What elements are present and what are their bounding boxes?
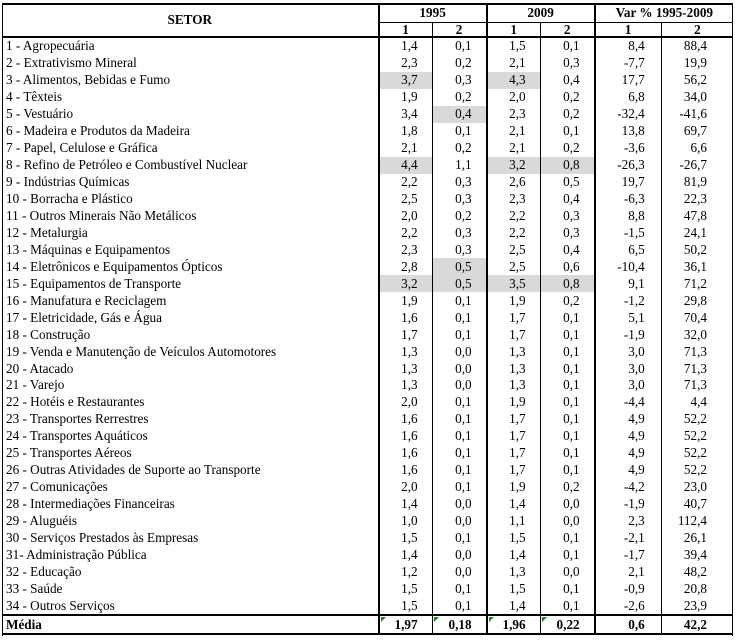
- table-row: [2, 343, 733, 360]
- table-row: [2, 224, 733, 241]
- cell-value: -26,3: [595, 157, 662, 174]
- cell-value: 6,6: [661, 140, 733, 157]
- cell-value: 0,2: [540, 89, 595, 106]
- cell-value: 0,1: [540, 445, 595, 462]
- sector-name: 1 - Agropecuária: [6, 38, 95, 54]
- cell-value: 0,1: [432, 326, 487, 343]
- cell-value: 1,3: [487, 564, 541, 581]
- cell-value: 0,3: [432, 241, 487, 258]
- table-row: [2, 360, 733, 377]
- cell-value: 0,1: [540, 309, 595, 326]
- cell-value: 9,1: [595, 275, 662, 292]
- cell-value: 3,2: [379, 275, 433, 292]
- cell-value: 39,4: [661, 547, 733, 564]
- cell-value: 2,8: [379, 258, 433, 275]
- sector-name: 6 - Madeira e Produtos da Madeira: [6, 123, 190, 139]
- cell-value: 0,3: [432, 224, 487, 241]
- cell-value: 2,0: [379, 394, 433, 411]
- cell-value: 0,8: [540, 275, 595, 292]
- cell-value: 2,1: [487, 55, 541, 72]
- cell-value: 17,7: [595, 72, 662, 89]
- cell-value: 0,2: [540, 140, 595, 157]
- sector-name: 18 - Construção: [6, 326, 91, 342]
- cell-value: 1,7: [487, 411, 541, 428]
- cell-value: 1,6: [379, 445, 433, 462]
- cell-value: 0,4: [540, 191, 595, 208]
- header-sub: 1: [595, 22, 662, 37]
- cell-value: 0,0: [432, 547, 487, 564]
- cell-value: 0,1: [432, 394, 487, 411]
- footer-value: 42,2: [661, 615, 733, 634]
- table-row: [2, 445, 733, 462]
- cell-value: 0,0: [432, 343, 487, 360]
- table-row: [2, 411, 733, 428]
- cell-value: 3,4: [379, 106, 433, 123]
- cell-value: 0,0: [540, 564, 595, 581]
- cell-value: -41,6: [661, 106, 733, 123]
- table-row: [2, 479, 733, 496]
- cell-value: 0,3: [432, 191, 487, 208]
- cell-value: 0,1: [540, 597, 595, 615]
- sector-name: 15 - Equipamentos de Transporte: [6, 275, 182, 291]
- header-setor: SETOR: [2, 4, 379, 37]
- sector-name: 9 - Indústrias Químicas: [6, 174, 130, 190]
- cell-value: 1,3: [379, 343, 433, 360]
- cell-value: -2,6: [595, 597, 662, 615]
- cell-value: 0,1: [432, 462, 487, 479]
- cell-value: -4,2: [595, 479, 662, 496]
- cell-value: 0,1: [540, 462, 595, 479]
- cell-value: 0,2: [432, 207, 487, 224]
- cell-value: 2,1: [595, 564, 662, 581]
- cell-value: -1,9: [595, 326, 662, 343]
- table-row: [2, 428, 733, 445]
- cell-value: 1,6: [379, 309, 433, 326]
- cell-value: 1,4: [487, 597, 541, 615]
- table-row: [2, 547, 733, 564]
- sector-name: 20 - Atacado: [6, 360, 74, 376]
- cell-value: -1,2: [595, 292, 662, 309]
- sector-name: 26 - Outras Atividades de Suporte ao Transporte: [6, 462, 261, 478]
- cell-value: 40,7: [661, 496, 733, 513]
- cell-value: 1,5: [379, 530, 433, 547]
- cell-value: 3,2: [487, 157, 541, 174]
- cell-value: 1,7: [487, 309, 541, 326]
- cell-value: 1,3: [487, 343, 541, 360]
- sector-name: 19 - Venda e Manutenção de Veículos Automotores: [6, 343, 277, 359]
- cell-value: 4,9: [595, 411, 662, 428]
- cell-value: 4,3: [487, 72, 541, 89]
- cell-value: 71,3: [661, 343, 733, 360]
- cell-value: 6,8: [595, 89, 662, 106]
- cell-value: 26,1: [661, 530, 733, 547]
- sector-name: 24 - Transportes Aquáticos: [6, 428, 148, 444]
- cell-value: -0,9: [595, 580, 662, 597]
- cell-value: 1,0: [379, 513, 433, 530]
- sector-name: 2 - Extrativismo Mineral: [6, 55, 137, 71]
- cell-value: 47,8: [661, 207, 733, 224]
- cell-value: -2,1: [595, 530, 662, 547]
- cell-value: 0,1: [432, 411, 487, 428]
- cell-value: 2,3: [379, 55, 433, 72]
- footer-row-media: [2, 615, 733, 634]
- cell-value: 0,1: [540, 428, 595, 445]
- cell-value: 0,5: [432, 275, 487, 292]
- cell-value: 1,5: [487, 37, 541, 55]
- cell-value: 19,7: [595, 174, 662, 191]
- cell-value: 0,1: [540, 547, 595, 564]
- header-sub: 2: [540, 22, 595, 37]
- header-year-2009: 2009: [487, 4, 595, 22]
- table-row: [2, 326, 733, 343]
- cell-value: 22,3: [661, 191, 733, 208]
- header-year-1995: 1995: [379, 4, 487, 22]
- cell-value: 0,1: [432, 292, 487, 309]
- cell-value: 0,1: [540, 580, 595, 597]
- cell-value: 2,3: [595, 513, 662, 530]
- cell-value: 52,2: [661, 428, 733, 445]
- footer-value: 0,18: [432, 615, 487, 634]
- sector-name: 22 - Hotéis e Restaurantes: [6, 394, 145, 410]
- cell-value: 1,3: [487, 360, 541, 377]
- cell-value: 0,1: [540, 326, 595, 343]
- cell-value: 0,2: [432, 140, 487, 157]
- cell-value: 1,9: [487, 292, 541, 309]
- table-row: [2, 55, 733, 72]
- table-row: [2, 106, 733, 123]
- sector-name: 3 - Alimentos, Bebidas e Fumo: [6, 72, 171, 88]
- table-row: [2, 72, 733, 89]
- cell-value: 5,1: [595, 309, 662, 326]
- cell-value: 1,6: [379, 428, 433, 445]
- cell-value: 1,3: [379, 377, 433, 394]
- cell-value: 1,5: [487, 580, 541, 597]
- header-sub: 2: [661, 22, 733, 37]
- cell-value: 1,9: [487, 479, 541, 496]
- table-row: [2, 496, 733, 513]
- table-row: [2, 377, 733, 394]
- footer-value: 0,6: [595, 615, 662, 634]
- cell-value: 4,9: [595, 462, 662, 479]
- cell-value: 4,4: [379, 157, 433, 174]
- sector-name: 25 - Transportes Aéreos: [6, 445, 132, 461]
- cell-value: 1,7: [487, 428, 541, 445]
- cell-value: 0,3: [432, 174, 487, 191]
- sector-name: 30 - Serviços Prestados às Empresas: [6, 530, 199, 546]
- footer-value: 1,97: [379, 615, 433, 634]
- cell-value: -1,7: [595, 547, 662, 564]
- cell-value: 48,2: [661, 564, 733, 581]
- cell-value: 0,1: [432, 597, 487, 615]
- cell-value: -32,4: [595, 106, 662, 123]
- cell-value: 0,0: [540, 496, 595, 513]
- cell-value: -6,3: [595, 191, 662, 208]
- cell-value: 1,4: [379, 496, 433, 513]
- cell-value: 0,3: [540, 224, 595, 241]
- cell-value: 0,3: [540, 55, 595, 72]
- cell-value: 1,1: [487, 513, 541, 530]
- sector-name: 12 - Metalurgia: [6, 224, 88, 240]
- cell-value: 2,1: [379, 140, 433, 157]
- cell-value: 1,5: [379, 597, 433, 615]
- table-row: [2, 191, 733, 208]
- cell-value: 0,0: [432, 377, 487, 394]
- cell-value: 2,3: [487, 191, 541, 208]
- cell-value: 1,5: [379, 580, 433, 597]
- cell-value: 24,1: [661, 224, 733, 241]
- sector-name: 32 - Educação: [6, 563, 82, 579]
- cell-value: 52,2: [661, 411, 733, 428]
- cell-value: 2,0: [379, 207, 433, 224]
- cell-value: 2,5: [487, 241, 541, 258]
- sector-name: 23 - Transportes Rerrestres: [6, 411, 149, 427]
- cell-value: -3,6: [595, 140, 662, 157]
- table-row: [2, 292, 733, 309]
- cell-value: 0,0: [432, 360, 487, 377]
- cell-value: 0,1: [432, 530, 487, 547]
- footer-label: Média: [2, 615, 379, 634]
- cell-value: 0,1: [540, 394, 595, 411]
- table-row: [2, 513, 733, 530]
- cell-value: -1,9: [595, 496, 662, 513]
- table-row: [2, 580, 733, 597]
- cell-value: 3,5: [487, 275, 541, 292]
- cell-value: 32,0: [661, 326, 733, 343]
- cell-value: 1,9: [379, 89, 433, 106]
- cell-value: 2,2: [379, 224, 433, 241]
- cell-value: 1,7: [487, 326, 541, 343]
- cell-value: 0,0: [432, 513, 487, 530]
- header-row-years: [2, 4, 733, 22]
- table-row: [2, 258, 733, 275]
- cell-value: -1,5: [595, 224, 662, 241]
- cell-value: 36,1: [661, 258, 733, 275]
- cell-value: 2,3: [487, 106, 541, 123]
- cell-value: 0,1: [432, 428, 487, 445]
- table-row: [2, 174, 733, 191]
- cell-value: 6,5: [595, 241, 662, 258]
- sector-name: 34 - Outros Serviços: [6, 597, 115, 613]
- cell-value: 3,7: [379, 72, 433, 89]
- cell-value: 0,1: [432, 123, 487, 140]
- cell-value: 2,1: [487, 140, 541, 157]
- cell-value: 1,6: [379, 411, 433, 428]
- sector-name: 28 - Intermediações Financeiras: [6, 496, 175, 512]
- cell-value: 52,2: [661, 462, 733, 479]
- cell-value: 88,4: [661, 37, 733, 55]
- sector-name: 27 - Comunicações: [6, 479, 108, 495]
- cell-value: 0,2: [540, 106, 595, 123]
- sector-name: 33 - Saúde: [6, 580, 63, 596]
- cell-value: 0,4: [540, 241, 595, 258]
- cell-value: -10,4: [595, 258, 662, 275]
- cell-value: 0,1: [432, 309, 487, 326]
- cell-value: 1,3: [379, 360, 433, 377]
- cell-value: 2,3: [379, 241, 433, 258]
- header-sub: 1: [487, 22, 541, 37]
- cell-value: 71,2: [661, 275, 733, 292]
- cell-value: 23,0: [661, 479, 733, 496]
- footer-value: 0,22: [540, 615, 595, 634]
- table-row: [2, 530, 733, 547]
- cell-value: -26,7: [661, 157, 733, 174]
- cell-value: 13,8: [595, 123, 662, 140]
- cell-value: 0,1: [540, 530, 595, 547]
- cell-value: 2,0: [379, 479, 433, 496]
- cell-value: 0,4: [540, 72, 595, 89]
- sector-name: 5 - Vestuário: [6, 106, 74, 122]
- cell-value: 0,2: [540, 479, 595, 496]
- table-body: [2, 37, 733, 615]
- sector-name: 11 - Outros Minerais Não Metálicos: [6, 207, 197, 223]
- cell-value: 1,9: [487, 394, 541, 411]
- cell-value: 1,6: [379, 462, 433, 479]
- cell-value: 1,1: [432, 157, 487, 174]
- cell-value: 34,0: [661, 89, 733, 106]
- cell-value: 0,1: [432, 37, 487, 55]
- table-row: [2, 462, 733, 479]
- sector-name: 10 - Borracha e Plástico: [6, 191, 133, 206]
- cell-value: 0,1: [540, 37, 595, 55]
- sector-name: 16 - Manufatura e Reciclagem: [6, 292, 167, 308]
- cell-value: 0,1: [540, 360, 595, 377]
- sector-name: 13 - Máquinas e Equipamentos: [6, 241, 171, 257]
- cell-value: 0,1: [432, 479, 487, 496]
- table-row: [2, 123, 733, 140]
- table-row: [2, 275, 733, 292]
- cell-value: 29,8: [661, 292, 733, 309]
- cell-value: 1,4: [487, 547, 541, 564]
- cell-value: 1,7: [379, 326, 433, 343]
- cell-value: 0,1: [432, 445, 487, 462]
- sector-name: 21 - Varejo: [6, 377, 65, 393]
- cell-value: 2,2: [487, 207, 541, 224]
- cell-value: 20,8: [661, 580, 733, 597]
- cell-value: 2,5: [379, 191, 433, 208]
- cell-value: 3,0: [595, 343, 662, 360]
- cell-value: 2,2: [379, 174, 433, 191]
- sector-name: 8 - Refino de Petróleo e Combustível Nuclear: [6, 157, 248, 173]
- cell-value: 112,4: [661, 513, 733, 530]
- cell-value: 1,4: [487, 496, 541, 513]
- cell-value: 1,7: [487, 462, 541, 479]
- cell-value: 0,5: [540, 174, 595, 191]
- cell-value: 4,4: [661, 394, 733, 411]
- table-row: [2, 157, 733, 174]
- cell-value: 2,6: [487, 174, 541, 191]
- cell-value: 52,2: [661, 445, 733, 462]
- cell-value: 0,8: [540, 157, 595, 174]
- cell-value: 23,9: [661, 597, 733, 615]
- cell-value: 2,2: [487, 224, 541, 241]
- cell-value: 50,2: [661, 241, 733, 258]
- table-row: [2, 241, 733, 258]
- cell-value: 0,1: [540, 377, 595, 394]
- sector-name: 4 - Têxteis: [6, 89, 63, 105]
- cell-value: 1,2: [379, 564, 433, 581]
- cell-value: 0,3: [432, 72, 487, 89]
- table-row: [2, 37, 733, 55]
- cell-value: 71,3: [661, 360, 733, 377]
- cell-value: 19,9: [661, 55, 733, 72]
- cell-value: 1,3: [487, 377, 541, 394]
- header-sub: 1: [379, 22, 433, 37]
- cell-value: 1,8: [379, 123, 433, 140]
- cell-value: 0,1: [540, 343, 595, 360]
- cell-value: 0,0: [540, 513, 595, 530]
- table-row: [2, 564, 733, 581]
- cell-value: 2,5: [487, 258, 541, 275]
- cell-value: 0,1: [432, 580, 487, 597]
- cell-value: 0,5: [432, 258, 487, 275]
- cell-value: 1,7: [487, 445, 541, 462]
- table-row: [2, 89, 733, 106]
- cell-value: 3,0: [595, 377, 662, 394]
- table-row: [2, 140, 733, 157]
- cell-value: 2,1: [487, 123, 541, 140]
- cell-value: 0,2: [432, 89, 487, 106]
- cell-value: 8,8: [595, 207, 662, 224]
- cell-value: 0,1: [540, 123, 595, 140]
- sector-name: 31- Administração Pública: [6, 547, 147, 563]
- cell-value: 0,1: [540, 411, 595, 428]
- cell-value: 0,3: [540, 207, 595, 224]
- cell-value: 2,0: [487, 89, 541, 106]
- cell-value: -7,7: [595, 55, 662, 72]
- sector-name: 14 - Eletrônicos e Equipamentos Ópticos: [6, 258, 223, 274]
- cell-value: 4,9: [595, 428, 662, 445]
- cell-value: 0,2: [540, 292, 595, 309]
- cell-value: 0,0: [432, 564, 487, 581]
- table-row: [2, 309, 733, 326]
- cell-value: 0,2: [432, 55, 487, 72]
- sector-name: 7 - Papel, Celulose e Gráfica: [6, 140, 158, 156]
- cell-value: 70,4: [661, 309, 733, 326]
- footer-value: 1,96: [487, 615, 541, 634]
- cell-value: 3,0: [595, 360, 662, 377]
- cell-value: 4,9: [595, 445, 662, 462]
- cell-value: 1,9: [379, 292, 433, 309]
- cell-value: 56,2: [661, 72, 733, 89]
- cell-value: 0,6: [540, 258, 595, 275]
- cell-value: 0,0: [432, 496, 487, 513]
- cell-value: 69,7: [661, 123, 733, 140]
- cell-value: 1,4: [379, 37, 433, 55]
- cell-value: 71,3: [661, 377, 733, 394]
- sector-name: 17 - Eletricidade, Gás e Água: [6, 309, 162, 325]
- cell-value: 1,4: [379, 547, 433, 564]
- header-sub: 2: [432, 22, 487, 37]
- table-row: [2, 394, 733, 411]
- sector-name: 29 - Aluguéis: [6, 513, 78, 529]
- cell-value: 81,9: [661, 174, 733, 191]
- cell-value: -4,4: [595, 394, 662, 411]
- cell-value: 8,4: [595, 37, 662, 55]
- sector-table: [2, 3, 733, 635]
- table-row: [2, 207, 733, 224]
- table-row: [2, 597, 733, 615]
- cell-value: 1,5: [487, 530, 541, 547]
- header-var: Var % 1995-2009: [595, 4, 733, 22]
- cell-value: 0,4: [432, 106, 487, 123]
